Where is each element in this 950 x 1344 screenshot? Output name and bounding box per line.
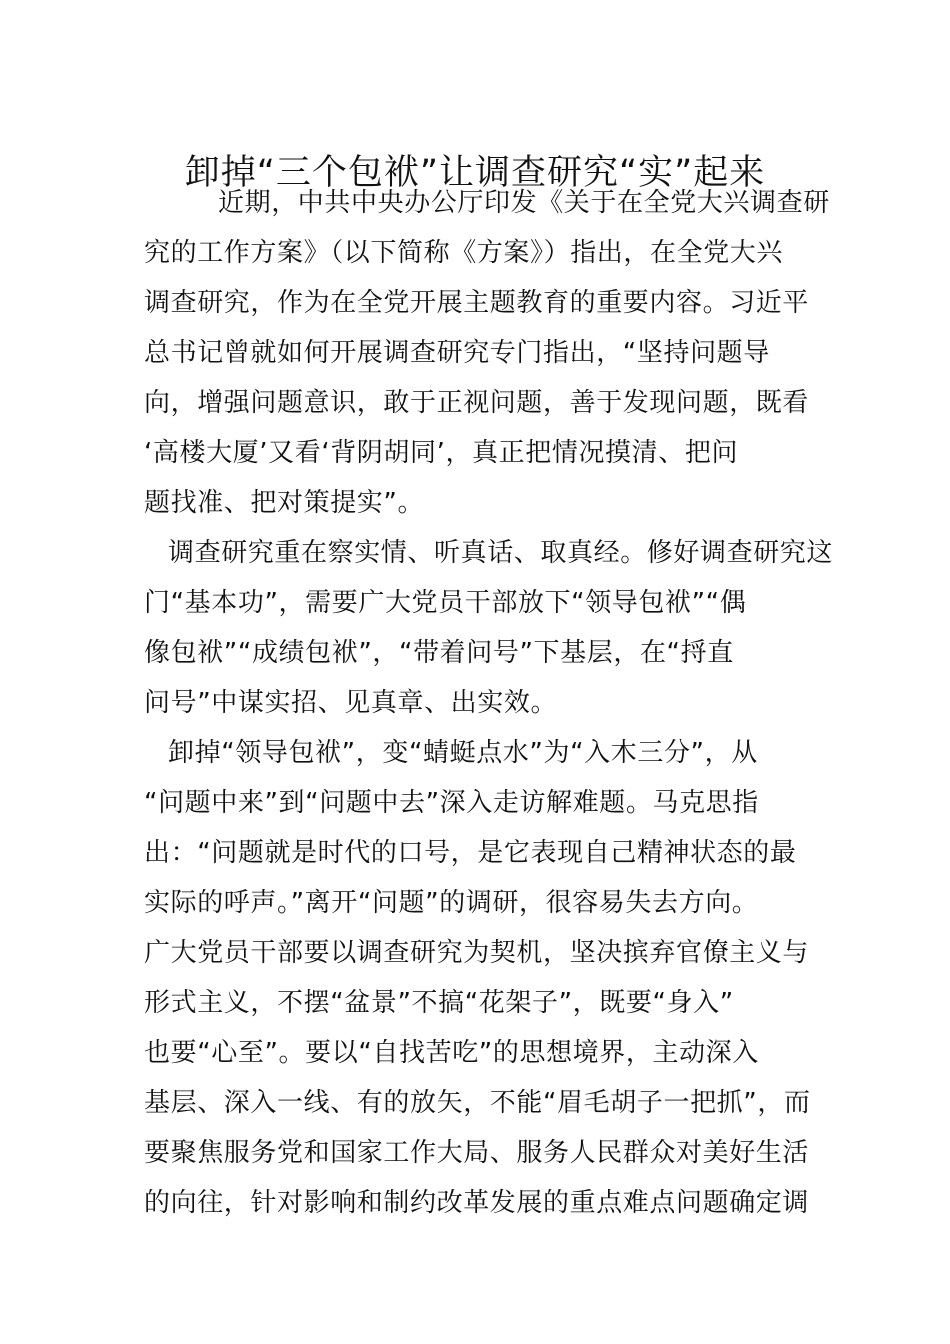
text-line: 的向往，针对影响和制约改革发展的重点难点问题确定调 xyxy=(144,1188,810,1218)
text-line: 形式主义，不摆“盆景”不搞“花架子”，既要“身入” xyxy=(144,988,734,1018)
text-line: 也要“心至”。要以“自找苦吃”的思想境界，主动深入 xyxy=(144,1038,759,1068)
text-line: ‘高楼大厦’又看‘背阴胡同’，真正把情况摸清、把问 xyxy=(144,438,739,468)
document-title: 卸掉“三个包袱”让调查研究“实”起来 xyxy=(184,153,766,194)
text-line: 出：“问题就是时代的口号，是它表现自己精神状态的最 xyxy=(144,838,797,868)
text-line: 调查研究，作为在全党开展主题教育的重要内容。习近平 xyxy=(144,288,810,318)
text-line: 向，增强问题意识，敢于正视问题，善于发现问题，既看 xyxy=(144,388,810,418)
text-line: 问号”中谋实招、见真章、出实效。 xyxy=(144,688,558,718)
text-line: 卸掉“领导包袱”，变“蜻蜓点水”为“入木三分”，从 xyxy=(168,738,758,768)
text-line: 实际的呼声。”离开“问题”的调研，很容易失去方向。 xyxy=(144,888,759,918)
text-line: 像包袱”“成绩包袱”，“带着问号”下基层，在“捋直 xyxy=(144,638,734,668)
document-body xyxy=(144,178,834,1228)
text-line: 近期，中共中央办公厅印发《关于在全党大兴调查研 xyxy=(218,188,830,218)
paragraph-1 xyxy=(144,178,830,528)
text-line: 广大党员干部要以调查研究为契机，坚决摈弃官僚主义与 xyxy=(144,938,810,968)
paragraph-2 xyxy=(144,528,834,728)
text-line: 基层、深入一线、有的放矢，不能“眉毛胡子一把抓”，而 xyxy=(144,1088,811,1118)
text-line: 门“基本功”，需要广大党员干部放下“领导包袱”“偶 xyxy=(144,588,747,618)
text-line: 究的工作方案》（以下简称《方案》）指出，在全党大兴 xyxy=(144,238,784,268)
text-line: “问题中来”到“问题中去”深入走访解难题。马克思指 xyxy=(144,788,759,818)
paragraph-3 xyxy=(144,728,810,1228)
text-line: 要聚焦服务党和国家工作大局、服务人民群众对美好生活 xyxy=(144,1138,810,1168)
text-line: 调查研究重在察实情、听真话、取真经。修好调查研究这 xyxy=(168,538,834,568)
text-line: 总书记曾就如何开展调查研究专门指出，“坚持问题导 xyxy=(144,338,770,368)
text-line: 题找准、把对策提实”。 xyxy=(144,488,425,518)
